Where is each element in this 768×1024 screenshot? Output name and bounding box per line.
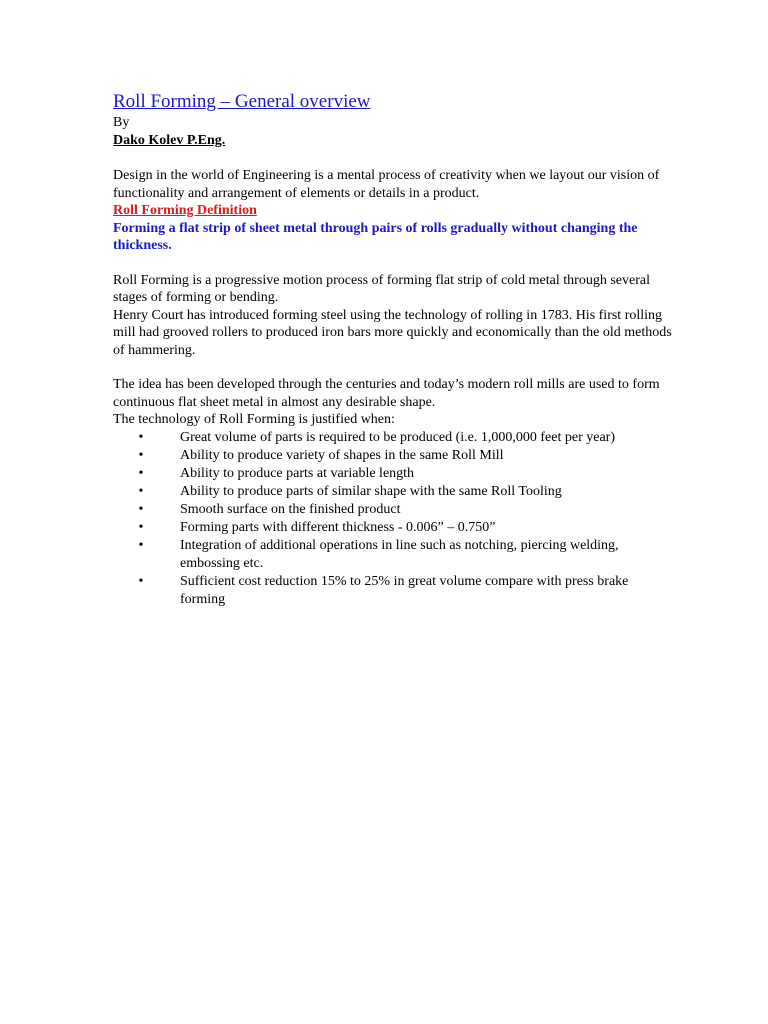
list-item-text: Smooth surface on the finished product [180, 501, 401, 517]
document-page [113, 90, 673, 609]
bullet-glyph: • [138, 537, 144, 553]
paragraph-history: Henry Court has introduced forming steel using the technology of rolling in 1783. His first rolling mill had grooved rollers to produced iron bars more quickly and economically than the old methods of hammering. [113, 307, 672, 358]
bullet-glyph: • [138, 501, 144, 517]
paragraph-process: Roll Forming is a progressive motion process of forming flat strip of cold metal through several stages of forming or bending. [113, 272, 650, 305]
paragraph-justification-intro: The technology of Roll Forming is justified when: [113, 412, 395, 427]
bullet-glyph: • [138, 447, 144, 463]
bullet-glyph: • [138, 483, 144, 499]
bullet-glyph: • [138, 429, 144, 445]
justification-list [113, 429, 673, 609]
bullet-glyph: • [138, 573, 144, 589]
list-item [113, 429, 673, 447]
byline-label: By [113, 115, 130, 130]
list-item [113, 573, 673, 609]
paragraph-development: The idea has been developed through the centuries and today’s modern roll mills are used to form continuous flat sheet metal in almost any desirable shape. [113, 377, 660, 410]
document-title: Roll Forming – General overview [113, 91, 371, 112]
list-item [113, 465, 673, 483]
section-heading-definition: Roll Forming Definition [113, 203, 257, 218]
list-item-text: Ability to produce parts of similar shape with the same Roll Tooling [180, 483, 562, 499]
list-item-text: Ability to produce parts at variable length [180, 465, 415, 481]
definition-statement: Forming a flat strip of sheet metal through pairs of rolls gradually without changing the thickness. [113, 220, 638, 253]
list-item-text: Sufficient cost reduction 15% to 25% in great volume compare with press brake forming [180, 573, 629, 607]
bullet-glyph: • [138, 519, 144, 535]
author-name: Dako Kolev P.Eng. [113, 132, 226, 148]
list-item [113, 519, 673, 537]
intro-paragraph: Design in the world of Engineering is a mental process of creativity when we layout our vision of functionality and arrangement of elements or details in a product. [113, 168, 660, 201]
list-item-text: Ability to produce variety of shapes in the same Roll Mill [180, 447, 504, 463]
list-item-text: Great volume of parts is required to be produced (i.e. 1,000,000 feet per year) [180, 429, 616, 445]
list-item [113, 483, 673, 501]
list-item-text: Forming parts with different thickness - 0.006” – 0.750” [180, 519, 496, 535]
list-item [113, 447, 673, 465]
list-item-text: Integration of additional operations in line such as notching, piercing welding, embossing etc. [180, 537, 619, 571]
bullet-glyph: • [138, 465, 144, 481]
list-item [113, 537, 673, 573]
list-item [113, 501, 673, 519]
